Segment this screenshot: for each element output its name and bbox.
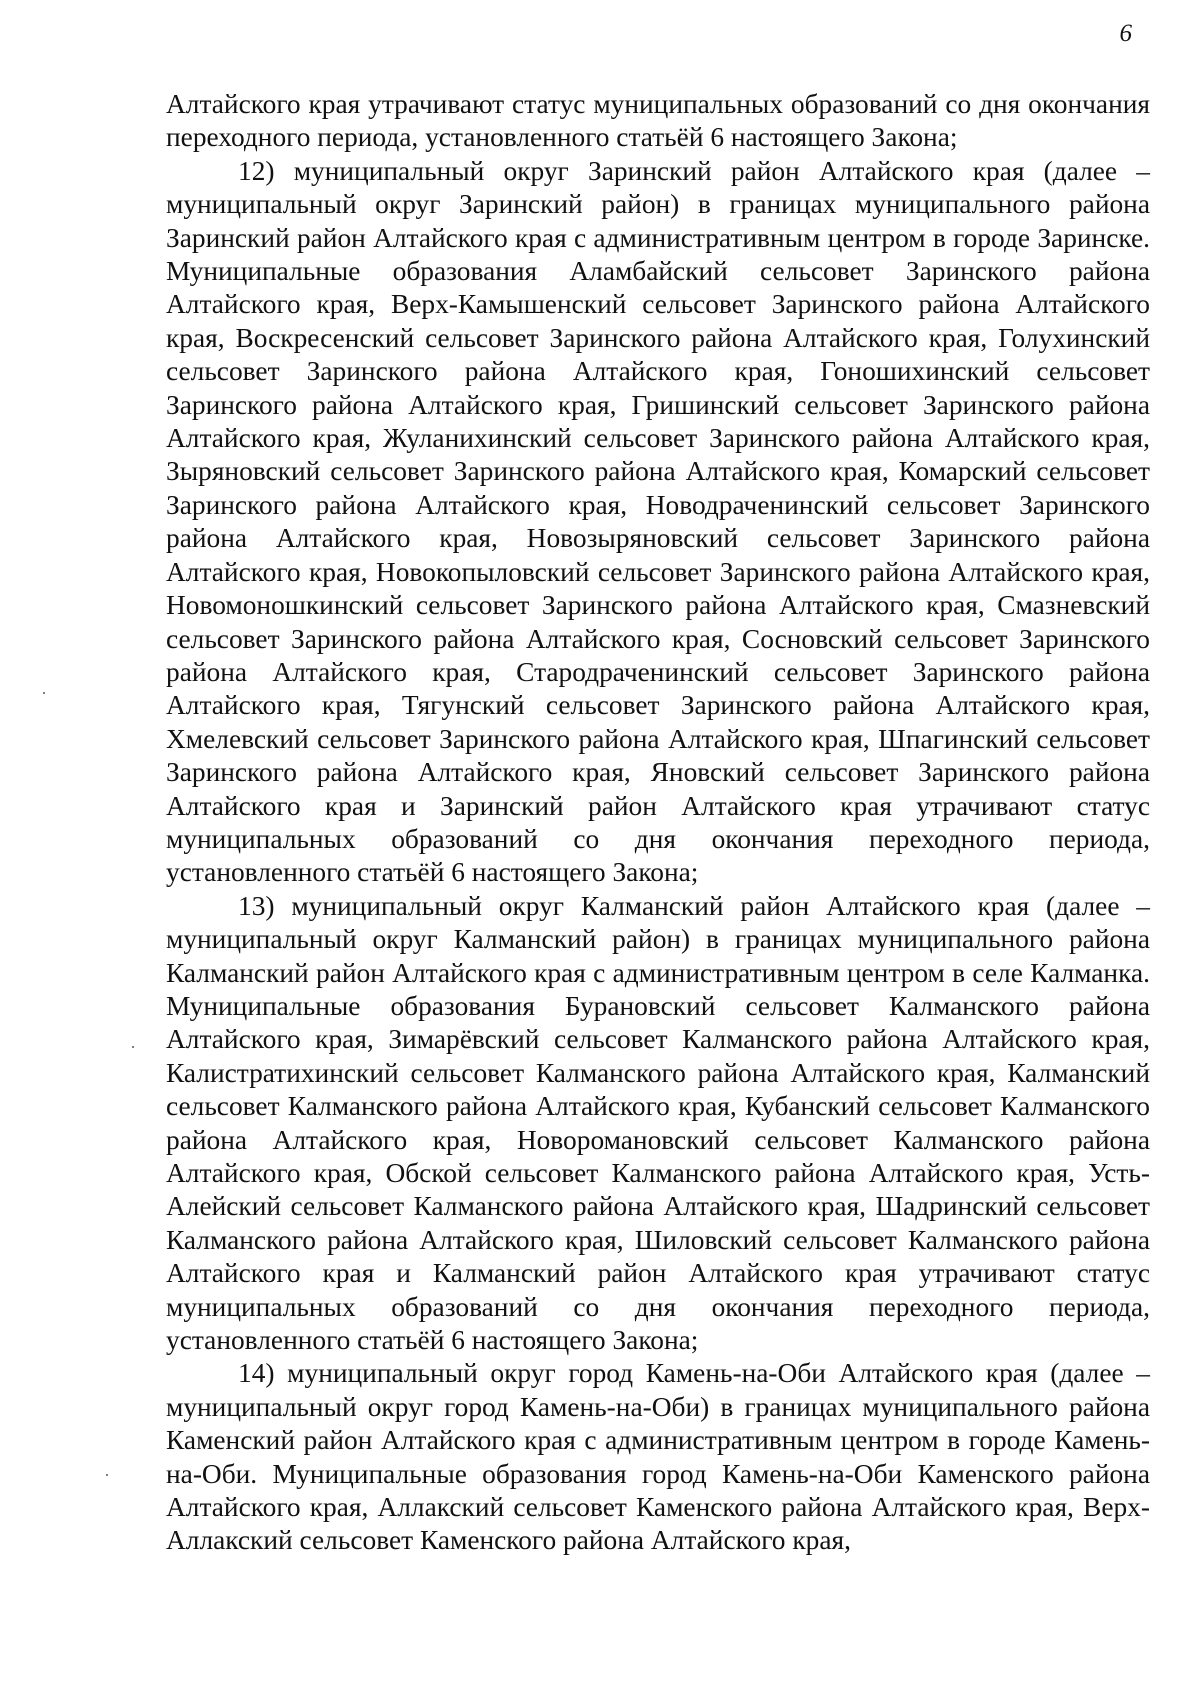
paragraph-item-12: 12) муниципальный округ Заринский район Алтайского края (далее – муниципальный округ Заринский район) в границах муниципального района Заринский район Алтайского края с административным центром в городе Заринске. Муниципальные образования Аламбайский сельсовет Заринского района Алтайского края, Верх-Камышенский сельсовет Заринского района Алтайского края, Воскресенский сельсовет Заринского района Алтайского края, Голухинский сельсовет Заринского района Алтайского края, Гоношихинский сельсовет Заринского района Алтайского края, Гришинский сельсовет Заринского района Алтайского края, Жуланихинский сельсовет Заринского района Алтайского края, Зыряновский сельсовет Заринского района Алтайского края, Комарский сельсовет Заринского района Алтайского края, Новодраченинский сельсовет Заринского района Алтайского края, Новозыряновский сельсовет Заринского района Алтайского края, Новокопыловский сельсовет Заринского района Алтайского края, Новомоношкинский сельсовет Заринского района Алтайского края, Смазневский сельсовет Заринского района Алтайского края, Сосновский сельсовет Заринского района Алтайского края, Стародраченинский сельсовет Заринского района Алтайского края, Тягунский сельсовет Заринского района Алтайского края, Хмелевский сельсовет Заринского района Алтайского края, Шпагинский сельсовет Заринского района Алтайского края, Яновский сельсовет Заринского района Алтайского края и Заринский район Алтайского края утрачивают статус муниципальных образований со дня окончания переходного периода, установленного статьёй 6 настоящего Закона; <box>166 155 1150 888</box>
paragraph-item-11-continuation: Алтайского края утрачивают статус муниципальных образований со дня окончания переходного периода, установленного статьёй 6 настоящего Закона; <box>166 89 1150 153</box>
scan-speck <box>43 692 45 694</box>
paragraph-item-13: 13) муниципальный округ Калманский район Алтайского края (далее – муниципальный округ Калманский район) в границах муниципального района Калманский район Алтайского края с административным центром в селе Калманка. Муниципальные образования Бурановский сельсовет Калманского района Алтайского края, Зимарёвский сельсовет Калманского района Алтайского края, Калистратихинский сельсовет Калманского района Алтайского края, Калманский сельсовет Калманского района Алтайского края, Кубанский сельсовет Калманского района Алтайского края, Новоромановский сельсовет Калманского района Алтайского края, Обской сельсовет Калманского района Алтайского края, Усть-Алейский сельсовет Калманского района Алтайского края, Шадринский сельсовет Калманского района Алтайского края, Шиловский сельсовет Калманского района Алтайского края и Калманский район Алтайского края утрачивают статус муниципальных образований со дня окончания переходного периода, установленного статьёй 6 настоящего Закона; <box>166 890 1150 1356</box>
paragraph-item-14: 14) муниципальный округ город Камень-на-Оби Алтайского края (далее – муниципальный округ город Камень-на-Оби) в границах муниципального района Каменский район Алтайского края с административным центром в городе Камень-на-Оби. Муниципальные образования город Камень-на-Оби Каменского района Алтайского края, Аллакский сельсовет Каменского района Алтайского края, Верх-Аллакский сельсовет Каменского района Алтайского края, <box>166 1358 1150 1556</box>
scan-speck <box>106 1474 108 1476</box>
scan-speck <box>132 1046 134 1048</box>
page-number: 6 <box>1119 20 1132 47</box>
document-body <box>166 88 1150 1558</box>
